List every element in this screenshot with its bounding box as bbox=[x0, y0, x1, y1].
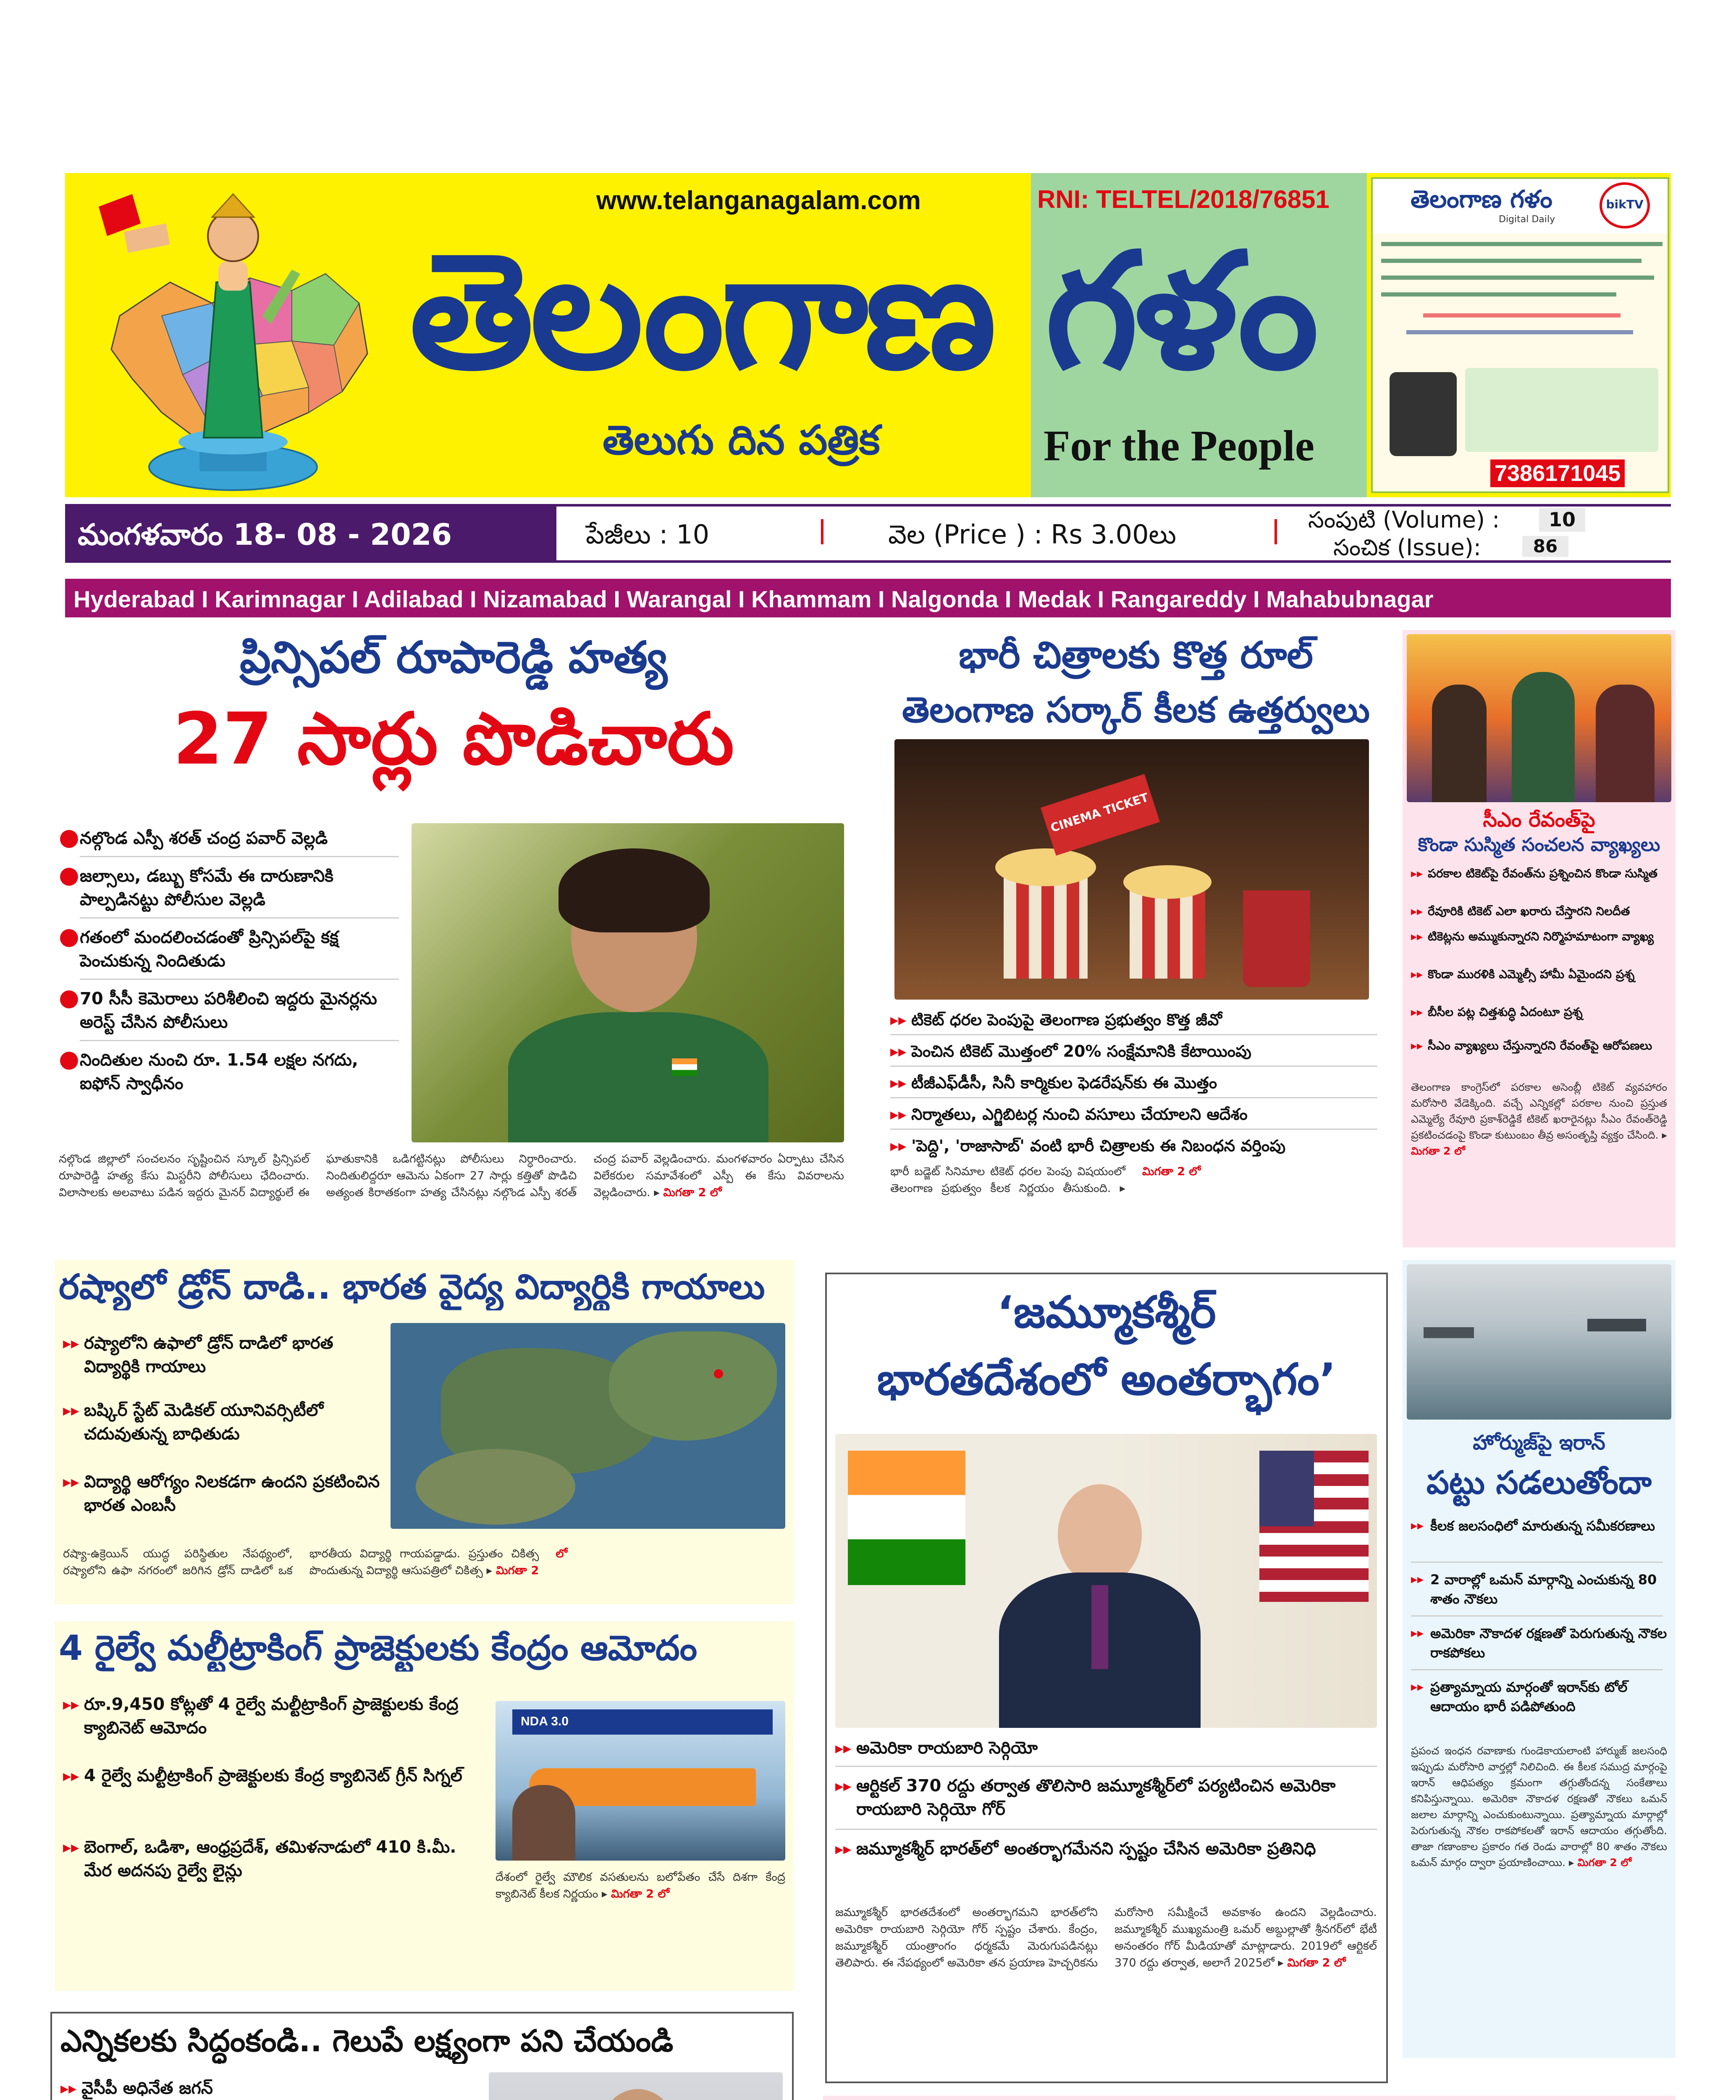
ad-newspaper-images bbox=[1465, 368, 1658, 452]
story-cinema-rule-4 bbox=[890, 1129, 1377, 1130]
story-konda-bullet-4: ▸▸ కొండా మురళికి ఎమ్మెల్సీ హామీ ఏమైందని ప్రశ్న bbox=[1411, 966, 1667, 983]
story-rail-bullet-2: ▸▸ 4 రైల్వే మల్టీట్రాకింగ్ ప్రాజెక్టులకు కేంద్ర క్యాబినెట్ గ్రీన్ సిగ్నల్ bbox=[63, 1764, 487, 1788]
india-flag bbox=[848, 1451, 965, 1585]
story-jk-body-text: జమ్మూకశ్మీర్ భారతదేశంలో అంతర్భాగమని భారత్‌లోని అమెరికా రాయబారి సెర్గియో గోర్ స్పష్టం చేశారు. కేంద్రం, జమ్మూకశ్మీర్ యంత్రాంగం ధర్మకమే మెరుగుపడినట్లు తెలిపారు. ఈ నేపథ్యంలో అమెరికా తన ప్రయాణ హెచ్చరికను మరోసారి సమీక్షించే అవకాశం ఉందని వెల్లడించారు. జమ్మూకశ్మీర్ ముఖ్యమంత్రి ఒమర్ అబ్దుల్లాతో శ్రీనగర్‌లో భేటీ అనంతరం గోర్ మీడియాతో మాట్లాడారు. 2019లో ఆర్టికల్ 370 రద్దు తర్వాత, అలాగే 2025లో bbox=[835, 1906, 1377, 1969]
story-drone-bullet-3: ▸▸ విద్యార్థి ఆరోగ్యం నిలకడగా ఉందని ప్రకటించిన భారత ఎంబసీ bbox=[63, 1470, 386, 1517]
triangle-bullet-icon: ▸▸ bbox=[1411, 1680, 1424, 1694]
story-hormuz-kicker: హోర్ముజ్‌పై ఇరాన్ bbox=[1473, 1431, 1605, 1454]
story-konda-photo bbox=[1407, 634, 1671, 802]
volume-label: సంపుటి (Volume) : bbox=[1308, 507, 1500, 533]
masthead bbox=[65, 173, 1671, 497]
story-hormuz-rule-1 bbox=[1411, 1562, 1663, 1563]
page-count: పేజీలు : 10 bbox=[586, 519, 710, 550]
issue-number: 86 bbox=[1522, 536, 1568, 557]
story-drone-continued[interactable]: మిగతా 2 లో bbox=[496, 1547, 568, 1577]
story-drone-bullet-2: ▸▸ బష్కిర్ స్టేట్ మెడికల్ యూనివర్సిటీలో చదువుతున్న బాధితుడు bbox=[63, 1399, 386, 1446]
triangle-bullet-icon: ▸▸ bbox=[63, 1695, 79, 1714]
story-jagan-photo bbox=[489, 2072, 783, 2100]
story-hormuz-rule-3 bbox=[1411, 1669, 1663, 1670]
story-jk-bullet-1: ▸▸ అమెరికా రాయబారి సెర్గియో bbox=[835, 1736, 1377, 1760]
story-cinema bbox=[878, 630, 1394, 1235]
story-rail-continued[interactable]: మిగతా 2 లో bbox=[611, 1887, 670, 1900]
dot-bullet-icon: ● bbox=[59, 861, 79, 889]
story-hormuz-body: ప్రపంచ ఇంధన రవాణాకు గుండెకాయలాంటి హార్ముజ్ జలసంధి ఇప్పుడు మరోసారి వార్తల్లో నిలిచింది. ఈ కీలక సముద్ర మార్గంపై ఇరాన్ ఆధిపత్యం క్రమంగా తగ్గుతోందన్న సంకేతాలు కనిపిస్తున్నాయి. అమెరికా నౌకాదళ రక్షణతో నౌకలు ఒమన్ జలాల మార్గాన్ని ఎంచుకుంటున్నాయి. ప్రత్యామ్నాయ మార్గాల్లో పెరుగుతున్న నౌకల రాకపోకలతో ఇరాన్ ఆదాయం తగ్గుతోంది. తాజా గణాంకాల ప్రకారం గత రెండు వారాల్లో 80 శాతం నౌకలు ఒమన్ మార్గం ద్వారా ప్రయాణించాయి. ▸ మిగతా 2 లో bbox=[1411, 1745, 1667, 1869]
volume-number: 10 bbox=[1539, 508, 1585, 532]
crowd-person-1 bbox=[1432, 685, 1487, 802]
story-jk-rule-1 bbox=[835, 1766, 1377, 1767]
story-hormuz-headline: పట్టు సడలుతోందా bbox=[1426, 1464, 1652, 1501]
paper-subtitle: తెలుగు దిన పత్రిక bbox=[603, 417, 880, 464]
story-cinema-headline: తెలంగాణ సర్కార్ కీలక ఉత్తర్వులు bbox=[902, 689, 1370, 730]
story-jk-body: జమ్మూకశ్మీర్ భారతదేశంలో అంతర్భాగమని భారత్‌లోని అమెరికా రాయబారి సెర్గియో గోర్ స్పష్టం చేశారు. కేంద్రం, జమ్మూకశ్మీర్ యంత్రాంగం ధర్మకమే మెరుగుపడినట్లు తెలిపారు. ఈ నేపథ్యంలో అమెరికా తన ప్రయాణ హెచ్చరికను మరోసారి సమీక్షించే అవకాశం ఉందని వెల్లడించారు. జమ్మూకశ్మీర్ ముఖ్యమంత్రి ఒమర్ అబ్దుల్లాతో శ్రీనగర్‌లో భేటీ అనంతరం గోర్ మీడియాతో మాట్లాడారు. 2019లో ఆర్టికల్ 370 రద్దు తర్వాత, అలాగే 2025లో ▸ మిగతా 2 లో bbox=[835, 1906, 1377, 1969]
crowd-person-3 bbox=[1596, 685, 1655, 802]
story-konda-bullet-3: ▸▸ టికెట్లను అమ్ముకున్నారని నిర్మొహమాటంగా వ్యాఖ్య bbox=[1411, 928, 1667, 945]
story-konda-bullet-2: ▸▸ రేవూరికి టికెట్ ఎలా ఖరారు చేస్తారని నిలదీత bbox=[1411, 903, 1667, 920]
story-konda-continued[interactable]: మిగతా 2 లో bbox=[1411, 1145, 1465, 1157]
story-rail-photo bbox=[496, 1701, 785, 1861]
story-principal-rule-4 bbox=[80, 1040, 399, 1041]
popcorn-2 bbox=[1123, 865, 1212, 899]
story-cinema-photo bbox=[894, 739, 1369, 1000]
ticket bbox=[1041, 774, 1160, 856]
story-jk-photo bbox=[835, 1434, 1377, 1728]
dot-bullet-icon: ● bbox=[59, 824, 79, 851]
triangle-bullet-icon: ▸▸ bbox=[63, 1767, 79, 1785]
rail-banner bbox=[512, 1709, 773, 1735]
story-cinema-body: భారీ బడ్జెట్ సినిమాల టికెట్ ధరల పెంపు విషయంలో తెలంగాణ ప్రభుత్వం కీలక నిర్ణయం తీసుకుంది. ▸ మిగతా 2 లో bbox=[890, 1165, 1201, 1195]
issue-date: మంగళవారం 18- 08 - 2026 bbox=[78, 517, 452, 552]
ad-phone-image bbox=[1390, 372, 1457, 456]
story-hormuz-body-text: ప్రపంచ ఇంధన రవాణాకు గుండెకాయలాంటి హార్ముజ్ జలసంధి ఇప్పుడు మరోసారి వార్తల్లో నిలిచింది. ఈ కీలక సముద్ర మార్గంపై ఇరాన్ ఆధిపత్యం క్రమంగా తగ్గుతోందన్న సంకేతాలు కనిపిస్తున్నాయి. అమెరికా నౌకాదళ రక్షణతో నౌకలు ఒమన్ జలాల మార్గాన్ని ఎంచుకుంటున్నాయి. ప్రత్యామ్నాయ మార్గాల్లో పెరుగుతున్న నౌకల రాకపోకలతో ఇరాన్ ఆదాయం తగ్గుతోంది. తాజా గణాంకాల ప్రకారం గత రెండు వారాల్లో 80 శాతం నౌకలు ఒమన్ మార్గం ద్వారా ప్రయాణించాయి. bbox=[1411, 1745, 1667, 1869]
triangle-bullet-icon: ▸▸ bbox=[1411, 967, 1423, 981]
minister-image bbox=[512, 1785, 575, 1861]
story-principal-bullet-4: ● 70 సీసీ కెమెరాలు పరిశీలించి ఇద్దరు మైనర్లను అరెస్ట్ చేసిన పోలీసులు bbox=[59, 984, 377, 1032]
story-jk-bullet-3: ▸▸ జమ్మూకశ్మీర్ భారత్‌లో అంతర్భాగమేనని స్పష్టం చేసిన అమెరికా ప్రతినిధి bbox=[835, 1837, 1377, 1861]
us-flag-canton bbox=[1259, 1451, 1314, 1526]
story-hormuz-bullet-3: ▸▸ అమెరికా నౌకాదళ రక్షణతో పెరుగుతున్న నౌకల రాకపోకలు bbox=[1411, 1624, 1667, 1662]
ambassador-tie bbox=[1091, 1585, 1108, 1669]
story-principal-bullet-5: ● నిందితుల నుంచి రూ. 1.54 లక్షల నగదు, ఐఫోన్ స్వాధీనం bbox=[59, 1045, 358, 1093]
triangle-bullet-icon: ▸▸ bbox=[1411, 1005, 1423, 1019]
story-jk-continued[interactable]: మిగతా 2 లో bbox=[1287, 1956, 1346, 1969]
story-konda-body-text: తెలంగాణ కాంగ్రెస్‌లో పరకాల అసెంబ్లీ టికెట్ వ్యవహారం మరోసారి వేడెక్కింది. వచ్చే ఎన్నికల్లో పరకాల నుంచి ప్రస్తుత ఎమ్మెల్యే రేవూరి ప్రకాశ్‌రెడ్డికే టికెట్ ఖరారైనట్లు సీఎం రేవంత్‌రెడ్డి ప్రకటించడంపై కొండా కుటుంబం తీవ్ర అసంతృప్తి వ్యక్తం చేసింది. bbox=[1411, 1081, 1667, 1141]
map-land-2 bbox=[609, 1331, 777, 1441]
story-konda-headline: కొండా సుస్మిత సంచలన వ్యాఖ్యలు bbox=[1418, 834, 1660, 856]
divider-2 bbox=[1274, 519, 1277, 544]
dateline-bar bbox=[65, 504, 1671, 563]
story-principal-body-text: నల్గొండ జిల్లాలో సంచలనం సృష్టించిన స్కూల్ ప్రిన్సిపల్ రూపారెడ్డి హత్య కేసు మిస్టరీని పోలీసులు ఛేదించారు. విలాసాలకు అలవాటు పడిన ఇద్దరు మైనర్ విద్యార్థులే ఈ ఘాతుకానికి ఒడిగట్టినట్లు పోలీసులు నిర్ధారించారు. నిందితులిద్దరూ ఆమెను ఏకంగా 27 సార్లు కత్తితో పొడిచి అత్యంత కిరాతకంగా హత్య చేసినట్లు నల్గొండ ఎస్పీ శరత్ చంద్ర పవార్ వెల్లడించారు. మంగళవారం ఏర్పాటు చేసిన విలేకరుల సమావేశంలో ఎస్పీ ఈ కేసు వివరాలను వెల్లడించారు. bbox=[59, 1152, 844, 1199]
triangle-bullet-icon: ▸▸ bbox=[63, 1473, 79, 1491]
jagan-head bbox=[598, 2089, 678, 2100]
triangle-bullet-icon: ▸▸ bbox=[835, 1840, 852, 1858]
ad-phone-number[interactable]: 7386171045 bbox=[1490, 459, 1625, 487]
story-principal-continued[interactable]: మిగతా 2 లో bbox=[663, 1186, 722, 1199]
story-cinema-bullet-2: ▸▸ పెంచిన టికెట్ మొత్తంలో 20% సంక్షేమానికి కేటాయింపు bbox=[890, 1040, 1386, 1063]
story-hormuz-bullet-1: ▸▸ కీలక జలసంధిలో మారుతున్న సమీకరణాలు bbox=[1411, 1516, 1667, 1536]
triangle-bullet-icon: ▸▸ bbox=[1411, 1039, 1423, 1053]
drink-cup bbox=[1243, 890, 1310, 987]
dot-bullet-icon: ● bbox=[59, 923, 79, 950]
story-hormuz-rule-2 bbox=[1411, 1615, 1663, 1617]
story-hormuz-photo bbox=[1407, 1264, 1671, 1420]
story-drone-map bbox=[391, 1323, 785, 1529]
triangle-bullet-icon: ▸▸ bbox=[63, 1838, 79, 1856]
triangle-bullet-icon: ▸▸ bbox=[1411, 1572, 1424, 1587]
story-jagan-bullet-1: ▸▸ వైసీపీ అధినేత జగన్ bbox=[60, 2076, 480, 2100]
map-marker bbox=[714, 1369, 723, 1378]
divider-1 bbox=[821, 519, 823, 544]
ambassador-head bbox=[1058, 1484, 1142, 1585]
story-hormuz bbox=[1403, 1260, 1676, 2058]
story-cinema-kicker: భారీ చిత్రాలకు కొత్త రూల్ bbox=[959, 633, 1313, 677]
story-principal-photo bbox=[412, 823, 844, 1142]
story-rail-headline: 4 రైల్వే మల్టీట్రాకింగ్ ప్రాజెక్టులకు కేంద్రం ఆమోదం bbox=[59, 1628, 698, 1668]
story-rail bbox=[55, 1621, 794, 1991]
editions-bar bbox=[65, 579, 1671, 617]
story-principal-bullet-1: ● నల్గొండ ఎస్పీ శరత్ చంద్ర పవార్ వెల్లడి bbox=[59, 824, 328, 851]
story-cinema-rule-3 bbox=[890, 1097, 1377, 1098]
ad-brand-sub: Digital Daily bbox=[1499, 214, 1555, 225]
story-cinema-rule-1 bbox=[890, 1034, 1377, 1035]
story-cinema-bullet-3: ▸▸ టీజీఎఫ్‌డీసీ, సినీ కార్మికుల ఫెడరేషన్‌కు ఈ మొత్తం bbox=[890, 1071, 1386, 1095]
rni-number-text: RNI: TELTEL/2018/76851 bbox=[1037, 185, 1330, 213]
story-principal-headline: 27 సార్లు పొడిచారు bbox=[173, 698, 734, 781]
story-cinema-bullet-4: ▸▸ నిర్మాతలు, ఎగ్జిబిటర్ల నుంచి వసూలు చేయాలని ఆదేశం bbox=[890, 1102, 1386, 1126]
triangle-bullet-icon: ▸▸ bbox=[60, 2079, 77, 2097]
story-hormuz-bullet-2: ▸▸ 2 వారాల్లో ఒమన్ మార్గాన్ని ఎంచుకున్న 80 శాతం నౌకలు bbox=[1411, 1570, 1667, 1609]
story-rail-body-text: దేశంలో రైల్వే మౌలిక వసతులను బలోపేతం చేసే దిశగా కేంద్ర క్యాబినెట్ కీలక నిర్ణయం bbox=[496, 1871, 785, 1900]
story-principal-bullet-3: ● గతంలో మందలించడంతో ప్రిన్సిపల్‌పై కక్ష పెంచుకున్న నిందితుడు bbox=[59, 923, 339, 971]
triangle-bullet-icon: ▸▸ bbox=[835, 1777, 852, 1795]
story-drone bbox=[55, 1260, 794, 1604]
triangle-bullet-icon: ▸▸ bbox=[1411, 904, 1423, 918]
popcorn-1 bbox=[995, 848, 1096, 886]
date-box bbox=[65, 507, 556, 560]
dot-bullet-icon: ● bbox=[59, 984, 79, 1011]
story-konda-body: తెలంగాణ కాంగ్రెస్‌లో పరకాల అసెంబ్లీ టికెట్ వ్యవహారం మరోసారి వేడెక్కింది. వచ్చే ఎన్నికల్లో పరకాల నుంచి ప్రస్తుత ఎమ్మెల్యే రేవూరి ప్రకాశ్‌రెడ్డికే టికెట్ ఖరారైనట్లు సీఎం రేవంత్‌రెడ్డి ప్రకటించడంపై కొండా కుటుంబం తీవ్ర అసంతృప్తి వ్యక్తం చేసింది. ▸ మిగతా 2 లో bbox=[1411, 1081, 1667, 1157]
ship-1 bbox=[1424, 1327, 1474, 1338]
price: వెల (Price ) : Rs 3.00లు bbox=[888, 519, 1176, 550]
story-jk-headline-1: ‘జమ్మూకశ్మీర్ bbox=[997, 1286, 1216, 1338]
ship-2 bbox=[1587, 1319, 1646, 1331]
story-drone-headline: రష్యాలో డ్రోన్ దాడి.. భారత వైద్య విద్యార్థికి గాయాలు bbox=[59, 1267, 765, 1307]
story-drone-body-text: రష్యా-ఉక్రెయిన్ యుద్ధ పరిస్థితుల నేపథ్యంలో, రష్యాలోని ఉఫా నగరంలో జరిగిన డ్రోన్ దాడిలో ఒక భారతీయ విద్యార్థి గాయపడ్డాడు. ప్రస్తుతం చికిత్స పొందుతున్న విద్యార్థి ఆసుపత్రిలో చికిత్స bbox=[63, 1547, 539, 1577]
triangle-bullet-icon: ▸▸ bbox=[835, 1739, 852, 1757]
story-rail-body: దేశంలో రైల్వే మౌలిక వసతులను బలోపేతం చేసే దిశగా కేంద్ర క్యాబినెట్ కీలక నిర్ణయం ▸ మిగతా 2 లో bbox=[496, 1871, 785, 1900]
rail-banner-label: NDA 3.0 bbox=[521, 1714, 569, 1728]
story-jk-headline-2: భారతదేశంలో అంతర్భాగం’ bbox=[877, 1354, 1336, 1405]
paper-tagline: For the People bbox=[1044, 422, 1315, 470]
story-cinema-bullet-1: ▸▸ టికెట్ ధరల పెంపుపై తెలంగాణ ప్రభుత్వం కొత్త జీవో bbox=[890, 1008, 1386, 1032]
indian-flag-pin bbox=[672, 1058, 697, 1076]
triangle-bullet-icon: ▸▸ bbox=[890, 1074, 907, 1092]
portrait-hair bbox=[559, 848, 710, 932]
story-cinema-body-text: భారీ బడ్జెట్ సినిమాల టికెట్ ధరల పెంపు విషయంలో తెలంగాణ ప్రభుత్వం కీలక నిర్ణయం తీసుకుంది. bbox=[890, 1165, 1125, 1195]
triangle-bullet-icon: ▸▸ bbox=[1411, 1518, 1424, 1533]
triangle-bullet-icon: ▸▸ bbox=[63, 1334, 79, 1352]
story-principal-rule-3 bbox=[80, 979, 399, 980]
triangle-bullet-icon: ▸▸ bbox=[1411, 866, 1423, 880]
story-principal-body: నల్గొండ జిల్లాలో సంచలనం సృష్టించిన స్కూల్ ప్రిన్సిపల్ రూపారెడ్డి హత్య కేసు మిస్టరీని పోలీసులు ఛేదించారు. విలాసాలకు అలవాటు పడిన ఇద్దరు మైనర్ విద్యార్థులే ఈ ఘాతుకానికి ఒడిగట్టినట్లు పోలీసులు నిర్ధారించారు. నిందితులిద్దరూ ఆమెను ఏకంగా 27 సార్లు కత్తితో పొడిచి అత్యంత కిరాతకంగా హత్య చేసినట్లు నల్గొండ ఎస్పీ శరత్ చంద్ర పవార్ వెల్లడించారు. మంగళవారం ఏర్పాటు చేసిన విలేకరుల సమావేశంలో ఎస్పీ ఈ కేసు వివరాలను వెల్లడించారు. ▸ మిగతా 2 లో bbox=[59, 1152, 844, 1199]
story-principal-rule-1 bbox=[80, 856, 399, 857]
story-konda-bullet-6: ▸▸ సీఎం వ్యాఖ్యలు చేస్తున్నారని రేవంత్‌పై ఆరోపణలు bbox=[1411, 1037, 1667, 1054]
story-principal-rule-2 bbox=[80, 917, 399, 919]
story-hormuz-continued[interactable]: మిగతా 2 లో bbox=[1577, 1856, 1632, 1869]
ad-header bbox=[1373, 179, 1669, 234]
triangle-bullet-icon: ▸▸ bbox=[890, 1105, 907, 1124]
story-jagan bbox=[50, 2012, 794, 2100]
story-hormuz-bullet-4: ▸▸ ప్రత్యామ్నాయ మార్గంతో ఇరాన్‌కు టోల్ ఆదాయం భారీ పడిపోతుంది bbox=[1411, 1677, 1667, 1716]
story-jk-rule-2 bbox=[835, 1829, 1377, 1830]
masthead-ad[interactable] bbox=[1371, 177, 1669, 493]
story-cinema-rule-2 bbox=[890, 1066, 1377, 1067]
telangana-map-logo bbox=[73, 177, 409, 496]
editions-list: Hyderabad I Karimnagar I Adilabad I Nizamabad I Warangal I Khammam I Nalgonda I Medak I Rangareddy I Mahabubnagar bbox=[73, 586, 1434, 612]
story-konda-bullet-1: ▸▸ పరకాల టికెట్‌పై రేవంత్‌ను ప్రశ్నించిన కొండా సుస్మిత bbox=[1411, 865, 1667, 882]
triangle-bullet-icon: ▸▸ bbox=[1411, 1626, 1424, 1641]
story-cinema-bullet-5: ▸▸ 'పెద్ది', 'రాజాసాబ్' వంటి భారీ చిత్రాలకు ఈ నిబంధన వర్తింపు bbox=[890, 1134, 1386, 1158]
ticket-label: CINEMA TICKET bbox=[1049, 790, 1150, 835]
ad-tv-label: bikTV bbox=[1606, 197, 1644, 211]
issue-label: సంచిక (Issue): bbox=[1333, 534, 1481, 561]
ad-tv-logo bbox=[1600, 182, 1650, 228]
paper-title: తెలంగాణ గళం bbox=[409, 218, 1316, 404]
triangle-bullet-icon: ▸▸ bbox=[63, 1401, 79, 1420]
story-konda-bullet-5: ▸▸ బీసీల పట్ల చిత్తశుద్ధి ఏదంటూ ప్రశ్న bbox=[1411, 1004, 1667, 1021]
triangle-bullet-icon: ▸▸ bbox=[890, 1137, 907, 1155]
triangle-bullet-icon: ▸▸ bbox=[890, 1011, 907, 1029]
map-land-3 bbox=[416, 1449, 575, 1525]
story-rail-bullet-3: ▸▸ బెంగాల్, ఒడిశా, ఆంధ్రప్రదేశ్, తమిళనాడులో 410 కి.మీ. మేర అదనపు రైల్వే లైన్లు bbox=[63, 1835, 487, 1882]
story-parakala bbox=[823, 2096, 1676, 2100]
story-rail-bullet-1: ▸▸ రూ.9,450 కోట్లతో 4 రైల్వే మల్టీట్రాకింగ్ ప్రాజెక్టులకు కేంద్ర క్యాబినెట్ ఆమోదం bbox=[63, 1693, 487, 1740]
story-principal-kicker: ప్రిన్సిపల్ రూపారెడ్డి హత్య bbox=[240, 632, 667, 683]
story-principal bbox=[50, 630, 857, 1235]
portrait-saree bbox=[508, 1012, 768, 1142]
triangle-bullet-icon: ▸▸ bbox=[890, 1042, 907, 1060]
story-drone-bullet-1: ▸▸ రష్యాలోని ఉఫాలో డ్రోన్ దాడిలో భారత విద్యార్థికి గాయాలు bbox=[63, 1331, 386, 1378]
ad-text-lines bbox=[1381, 242, 1663, 360]
story-konda bbox=[1403, 630, 1676, 1247]
story-konda-kicker: సీఎం రేవంత్‌పై bbox=[1483, 808, 1595, 832]
story-jagan-headline: ఎన్నికలకు సిద్ధంకండి.. గెలుపే లక్ష్యంగా పని చేయండి bbox=[60, 2023, 674, 2058]
dot-bullet-icon: ● bbox=[59, 1045, 79, 1073]
story-principal-bullet-2: ● జల్సాలు, డబ్బు కోసమే ఈ దారుణానికి పాల్పడినట్టు పోలీసుల వెల్లడి bbox=[59, 861, 334, 909]
ad-brand: తెలంగాణ గళం bbox=[1411, 185, 1552, 213]
story-jk bbox=[825, 1273, 1388, 2083]
website[interactable]: www.telanganagalam.com bbox=[596, 186, 921, 215]
triangle-bullet-icon: ▸▸ bbox=[1411, 929, 1423, 943]
story-drone-body: రష్యా-ఉక్రెయిన్ యుద్ధ పరిస్థితుల నేపథ్యంలో, రష్యాలోని ఉఫా నగరంలో జరిగిన డ్రోన్ దాడిలో ఒక భారతీయ విద్యార్థి గాయపడ్డాడు. ప్రస్తుతం చికిత్స పొందుతున్న విద్యార్థి ఆసుపత్రిలో చికిత్స ▸ మిగతా 2 లో bbox=[63, 1547, 568, 1577]
crowd-person-2 bbox=[1512, 672, 1575, 802]
story-cinema-continued[interactable]: మిగతా 2 లో bbox=[1142, 1165, 1201, 1178]
story-jk-bullet-2: ▸▸ ఆర్టికల్ 370 రద్దు తర్వాత తొలిసారి జమ్మూకశ్మీర్‌లో పర్యటించిన అమెరికా రాయబారి సెర్గియో గోర్ bbox=[835, 1774, 1377, 1821]
